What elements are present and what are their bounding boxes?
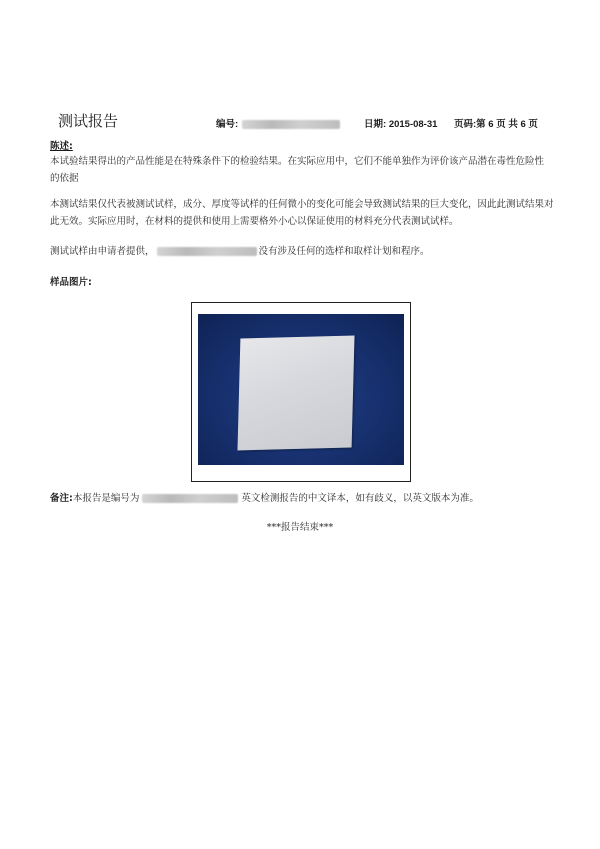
page-counter-label: 页码: bbox=[454, 119, 477, 130]
redacted-report-number bbox=[142, 494, 238, 503]
redacted-number bbox=[242, 120, 340, 129]
redacted-applicant bbox=[157, 247, 257, 256]
para3-suffix: 没有涉及任何的选样和取样计划和程序。 bbox=[258, 246, 430, 257]
description-heading: 陈述: bbox=[50, 141, 73, 152]
page-counter bbox=[454, 116, 538, 130]
note-label: 备注: bbox=[50, 493, 73, 504]
sample-photo-frame bbox=[191, 302, 411, 482]
report-number bbox=[216, 116, 340, 130]
report-note bbox=[50, 490, 555, 507]
report-date bbox=[364, 116, 437, 130]
report-header bbox=[50, 110, 555, 132]
note-prefix: 本报告是编号为 bbox=[72, 493, 140, 504]
para3-prefix: 测试试样由申请者提供， bbox=[50, 246, 155, 257]
report-title: 测试报告 bbox=[58, 112, 119, 130]
sample-photo bbox=[198, 314, 404, 465]
description-paragraph-2: 本测试结果仅代表被测试试样，成分、厚度等试样的任何微小的变化可能会导致测试结果的巨大变化，因此此测试结果对此无效。实际应用时，在材料的提供和使用上需要格外小心以保证使用的材料充分代表测试试样。 bbox=[50, 199, 554, 227]
sample-sheet-image bbox=[237, 336, 354, 451]
page-counter-value: 第 6 页 共 6 页 bbox=[476, 119, 538, 130]
report-number-label: 编号: bbox=[216, 119, 239, 130]
description-paragraph-3 bbox=[50, 243, 555, 260]
report-date-label: 日期: bbox=[364, 119, 387, 130]
report-end-mark: ***报告结束*** bbox=[266, 522, 334, 533]
note-suffix: 英文检测报告的中文译本，如有歧义，以英文版本为准。 bbox=[241, 493, 479, 504]
report-date-value: 2015-08-31 bbox=[388, 119, 438, 130]
description-paragraph-1: 本试验结果得出的产品性能是在特殊条件下的检验结果。在实际应用中，它们不能单独作为评价该产品潜在毒性危险性的依据 bbox=[50, 156, 545, 184]
sample-heading: 样品图片: bbox=[50, 277, 92, 288]
